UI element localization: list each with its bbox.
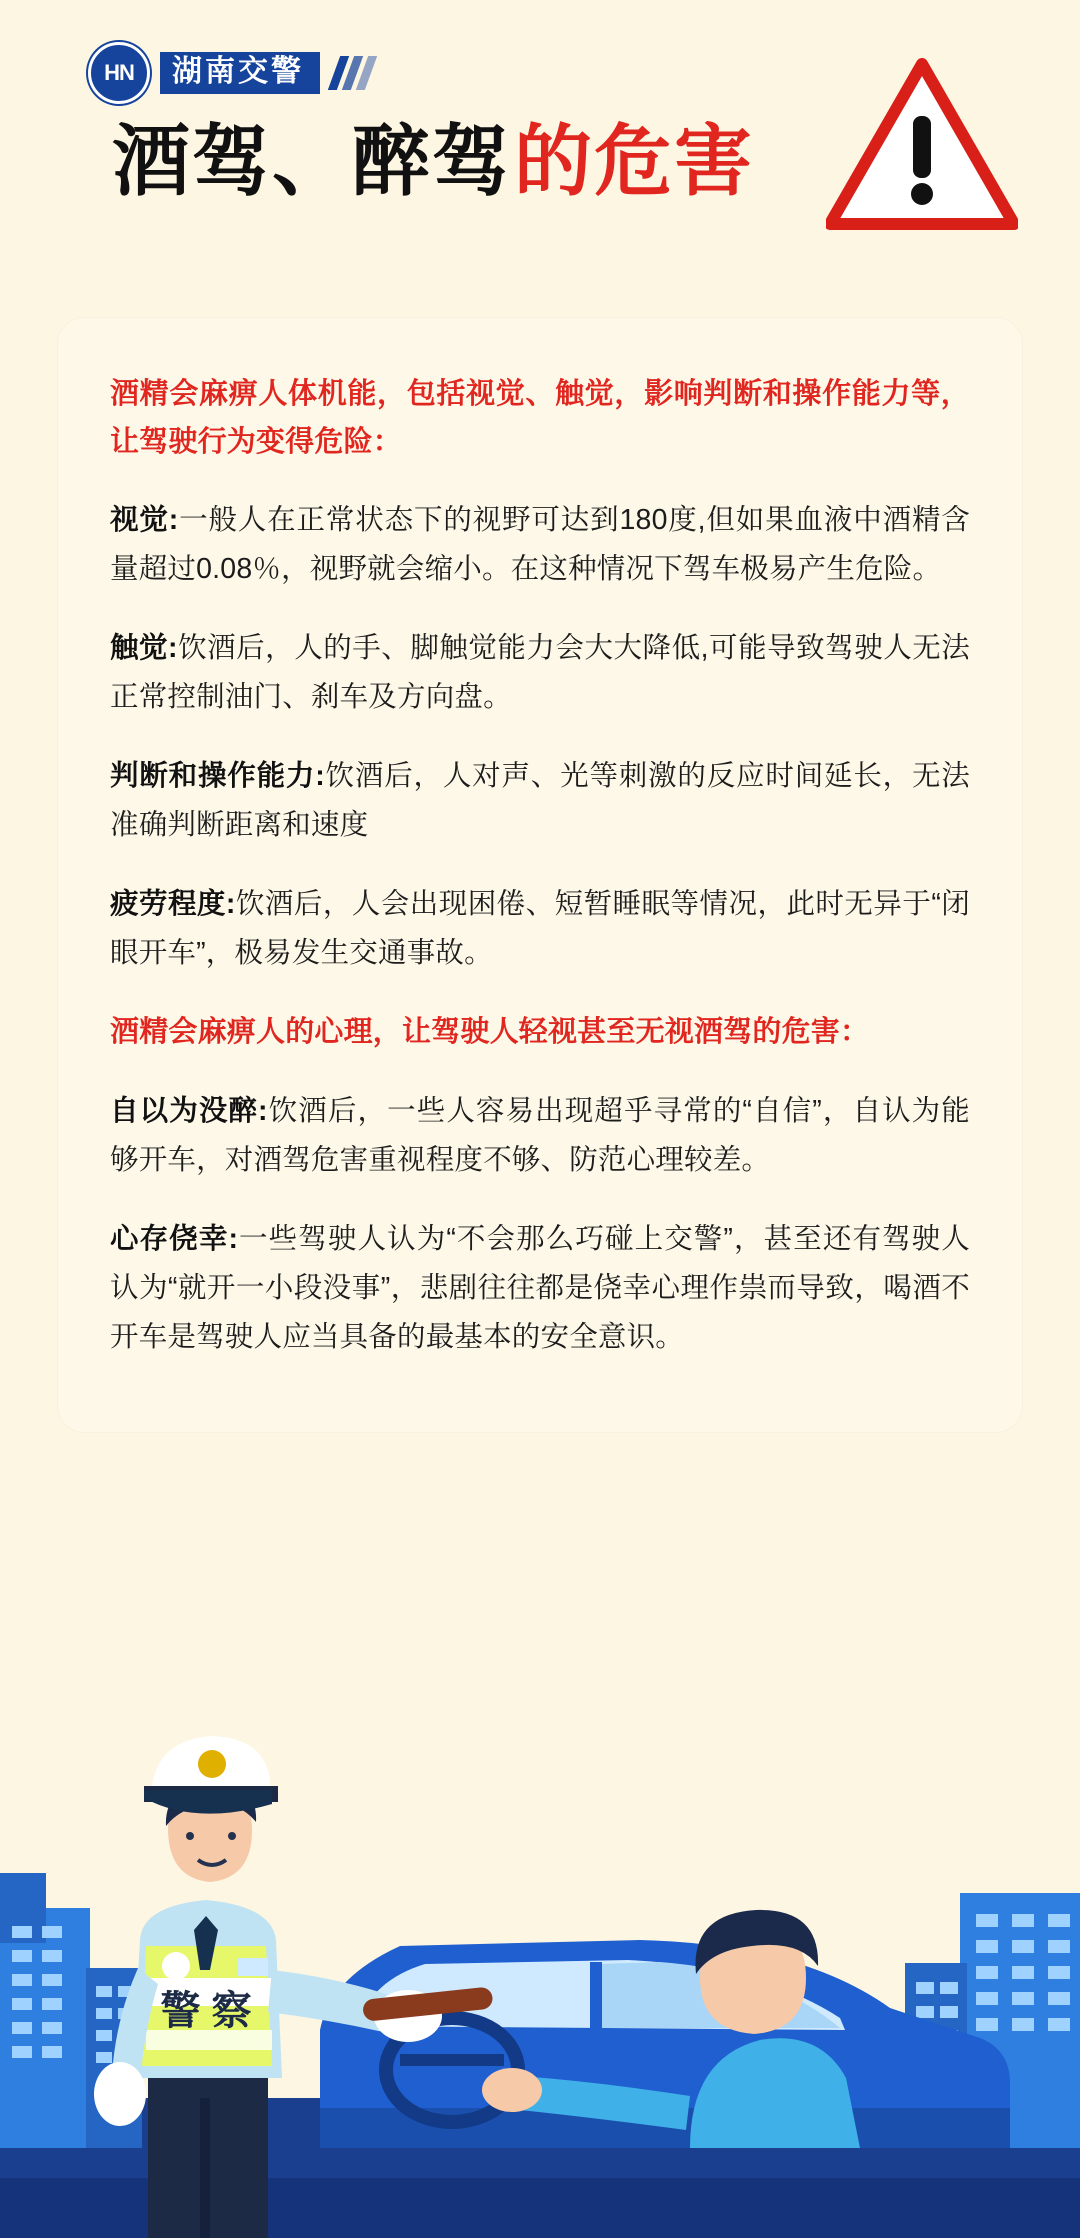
section-item-lead: 自以为没醉: [110, 1094, 268, 1127]
section-heading: 酒精会麻痹人的心理，让驾驶人轻视甚至无视酒驾的危害： [110, 1016, 870, 1049]
page-title-accent: 的危害 [514, 117, 755, 205]
section-item [110, 1087, 970, 1185]
section-item-text: 饮酒后，人的手、脚触觉能力会大大降低,可能导致驾驶人无法正常控制油门、刹车及方向盘。 [110, 632, 970, 714]
section-item-lead: 心存侥幸: [110, 1222, 239, 1255]
section-item-text: 一般人在正常状态下的视野可达到180度,但如果血液中酒精含量超过0.08％，视野就会缩小。在这种情况下驾车极易产生危险。 [110, 504, 970, 586]
page-title-main: 酒驾、醉驾 [112, 117, 513, 205]
section-item-text: 饮酒后，人会出现困倦、短暂睡眠等情况，此时无异于“闭眼开车”，极易发生交通事故。 [110, 888, 970, 970]
content-card [58, 318, 1022, 1432]
brand-slash-icon [334, 56, 371, 90]
section-item-text: 一些驾驶人认为“不会那么巧碰上交警”，甚至还有驾驶人认为“就开一小段没事”，悲剧往往都是侥幸心理作祟而导致，喝酒不开车是驾驶人应当具备的最基本的安全意识。 [110, 1222, 970, 1353]
section-item [110, 880, 970, 978]
section-item [110, 1215, 970, 1362]
section-item [110, 624, 970, 722]
brand-logo [88, 42, 371, 104]
section-item-lead: 触觉: [110, 632, 178, 665]
section-item-lead: 视觉: [110, 504, 179, 537]
brand-name: 湖南交警 [160, 52, 320, 94]
illustration-scene [0, 1678, 1080, 2238]
section-item-text: 饮酒后，一些人容易出现超乎寻常的“自信”，自认为能够开车，对酒驾危害重视程度不够、防范心理较差。 [110, 1094, 970, 1176]
page-title [0, 117, 1080, 205]
section-item-lead: 疲劳程度: [110, 888, 236, 921]
section-item-text: 饮酒后，人对声、光等刺激的反应时间延长，无法准确判断距离和速度 [110, 760, 970, 842]
brand-badge-icon [88, 42, 150, 104]
section-item-lead: 判断和操作能力: [110, 760, 325, 793]
brand-badge-text: HN [104, 60, 134, 85]
section-item [110, 496, 970, 594]
officer-vest-text: 警 察 [160, 1989, 252, 2033]
section-heading: 酒精会麻痹人体机能，包括视觉、触觉，影响判断和操作能力等，让驾驶行为变得危险： [110, 378, 970, 459]
section-item [110, 752, 970, 850]
